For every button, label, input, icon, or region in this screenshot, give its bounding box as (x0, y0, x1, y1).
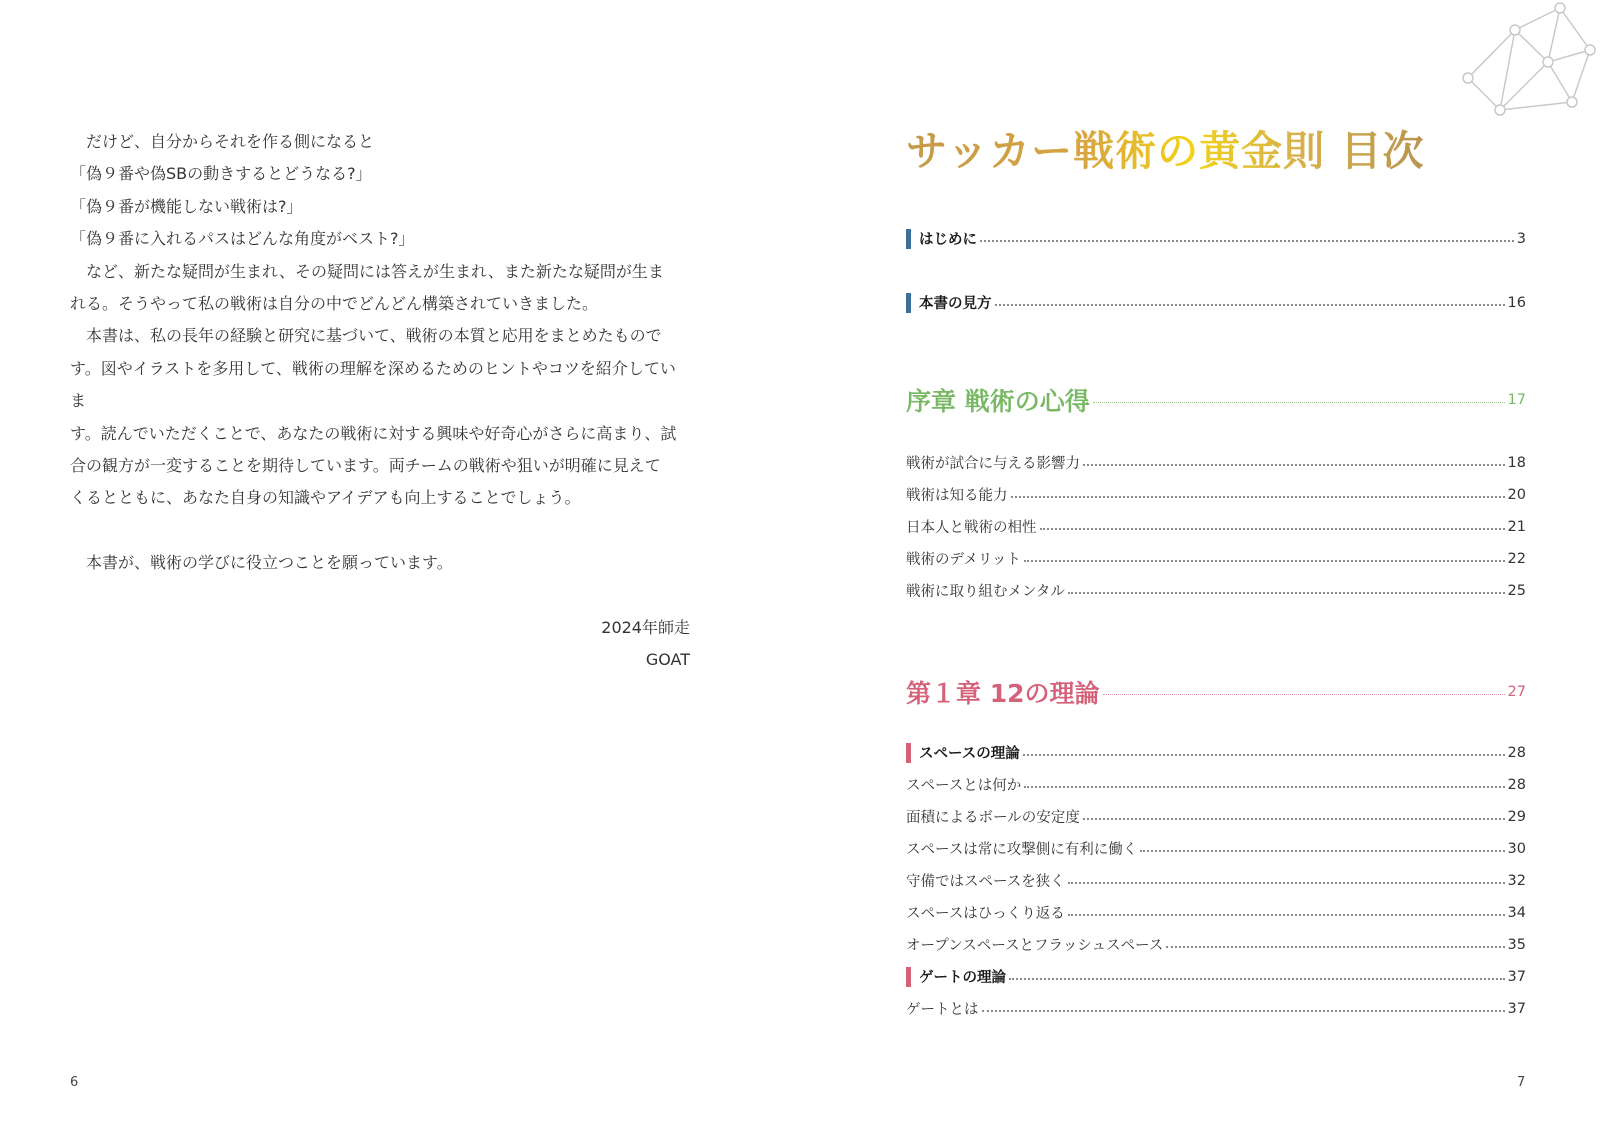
leader-dots (1040, 528, 1505, 530)
toc-entry-label: 面積によるボールの安定度 (906, 810, 1080, 826)
toc-entry-label: 日本人と戦術の相性 (906, 520, 1037, 536)
toc-entry-howto[interactable] (906, 292, 1526, 313)
leader-dots (1140, 850, 1504, 852)
leader-dots (1093, 402, 1505, 403)
body-paragraph: など、新たな疑問が生まれ、その疑問には答えが生まれ、また新たな疑問が生ま (86, 261, 664, 281)
leader-dots (1023, 754, 1505, 756)
body-paragraph: す。図やイラストを多用して、戦術の理解を深めるためのヒントやコツを紹介していま (70, 358, 676, 411)
toc-entry-label: 戦術に取り組むメンタル (906, 584, 1065, 600)
toc-chapter-1[interactable] (906, 674, 1526, 710)
section-marker (906, 229, 911, 249)
body-quote: 「偽９番や偽SBの動きするとどうなる?」 (70, 164, 372, 184)
toc-entry-label: 守備ではスペースを狭く (906, 874, 1065, 890)
leader-dots (1009, 978, 1505, 980)
toc-entry-page: 28 (1507, 776, 1526, 793)
chapter-label: 第１章 12の理論 (906, 679, 1100, 708)
leader-dots (1166, 946, 1504, 948)
toc-entry-label: 戦術のデメリット (906, 552, 1021, 568)
section-marker (906, 967, 911, 987)
toc-entry[interactable] (906, 452, 1526, 473)
leader-dots (982, 1010, 1505, 1012)
chapter-label: 序章 戦術の心得 (906, 387, 1090, 416)
body-paragraph: 本書が、戦術の学びに役立つことを願っています。 (86, 553, 453, 573)
toc-entry-page: 16 (1507, 294, 1526, 311)
toc-entry-label: 戦術が試合に与える影響力 (906, 456, 1080, 472)
toc-entry-page: 35 (1507, 936, 1526, 953)
leader-dots (980, 240, 1514, 242)
toc-entry-page: 37 (1507, 1000, 1526, 1017)
toc-entry[interactable] (906, 838, 1526, 859)
leader-dots (1068, 592, 1505, 594)
toc-entry[interactable] (906, 870, 1526, 891)
toc-entry-label: オープンスペースとフラッシュスペース (906, 938, 1164, 954)
toc-entry[interactable] (906, 902, 1526, 923)
toc-entry-intro[interactable] (906, 228, 1526, 249)
toc-entry-page: 20 (1507, 486, 1526, 503)
toc-entry-page: 32 (1507, 872, 1526, 889)
body-paragraph: くるとともに、あなた自身の知識やアイデアも向上することでしょう。 (70, 488, 581, 508)
toc-entry-label: スペースの理論 (919, 746, 1020, 762)
body-quote: 「偽９番が機能しない戦術は?」 (70, 196, 303, 216)
body-paragraph: 合の観方が一変することを期待しています。両チームの戦術や狙いが明確に見えて (70, 456, 661, 476)
toc-chapter-prologue[interactable] (906, 382, 1526, 418)
toc-entry-page: 28 (1507, 744, 1526, 761)
body-paragraph: れる。そうやって私の戦術は自分の中でどんどん構築されていきました。 (70, 294, 599, 314)
body-paragraph: だけど、自分からそれを作る側になると (86, 132, 375, 151)
toc-section-space-theory[interactable] (906, 742, 1526, 763)
right-page-toc (906, 0, 1526, 1128)
chapter-page: 17 (1507, 392, 1526, 408)
leader-dots (1083, 464, 1505, 466)
signature-name: GOAT (645, 650, 690, 670)
toc-entry[interactable] (906, 484, 1526, 505)
toc-entry-label: スペースは常に攻撃側に有利に働く (906, 842, 1138, 858)
toc-entry-page: 30 (1507, 840, 1526, 857)
leader-dots (1024, 786, 1504, 788)
toc-entry[interactable] (906, 998, 1526, 1019)
toc-entry-label: 戦術は知る能力 (906, 488, 1008, 504)
toc-entry-page: 25 (1507, 582, 1526, 599)
toc-entry-page: 18 (1507, 454, 1526, 471)
left-page-body (70, 126, 690, 677)
toc-entry-label: 本書の見方 (919, 296, 992, 312)
toc-entry-page: 37 (1507, 968, 1526, 985)
toc-entry[interactable] (906, 774, 1526, 795)
toc-entry-page: 22 (1507, 550, 1526, 567)
toc-entry-page: 34 (1507, 904, 1526, 921)
toc-title: サッカー戦術の黄金則 目次 (906, 118, 1424, 177)
toc-entry-label: スペースとは何か (906, 778, 1022, 794)
section-marker (906, 743, 911, 763)
toc-entry-label: スペースはひっくり返る (906, 906, 1065, 922)
toc-entry-page: 3 (1516, 230, 1526, 247)
body-paragraph: す。読んでいただくことで、あなたの戦術に対する興味や好奇心がさらに高まり、試 (70, 423, 677, 443)
page-number-left: 6 (70, 1075, 79, 1090)
leader-dots (1024, 560, 1505, 562)
toc-section-gate-theory[interactable] (906, 966, 1526, 987)
chapter-page: 27 (1507, 684, 1526, 700)
body-paragraph: 本書は、私の長年の経験と研究に基づいて、戦術の本質と応用をまとめたもので (86, 326, 662, 346)
leader-dots (1103, 694, 1505, 695)
toc-entry[interactable] (906, 516, 1526, 537)
toc-entry-label: はじめに (919, 232, 977, 248)
toc-entry-page: 29 (1507, 808, 1526, 825)
section-marker (906, 293, 911, 313)
toc-entry-label: ゲートとは (906, 1002, 979, 1018)
page-number-right: 7 (1517, 1075, 1526, 1090)
signature-date: 2024年師走 (601, 618, 690, 638)
toc-entry[interactable] (906, 548, 1526, 569)
leader-dots (1011, 496, 1505, 498)
leader-dots (1083, 818, 1505, 820)
toc-entry-label: ゲートの理論 (919, 970, 1006, 986)
toc-entry[interactable] (906, 580, 1526, 601)
leader-dots (1068, 914, 1505, 916)
toc-entry-page: 21 (1507, 518, 1526, 535)
body-quote: 「偽９番に入れるパスはどんな角度がベスト?」 (70, 229, 415, 249)
leader-dots (995, 304, 1505, 306)
leader-dots (1068, 882, 1505, 884)
toc-entry[interactable] (906, 806, 1526, 827)
toc-entry[interactable] (906, 934, 1526, 955)
